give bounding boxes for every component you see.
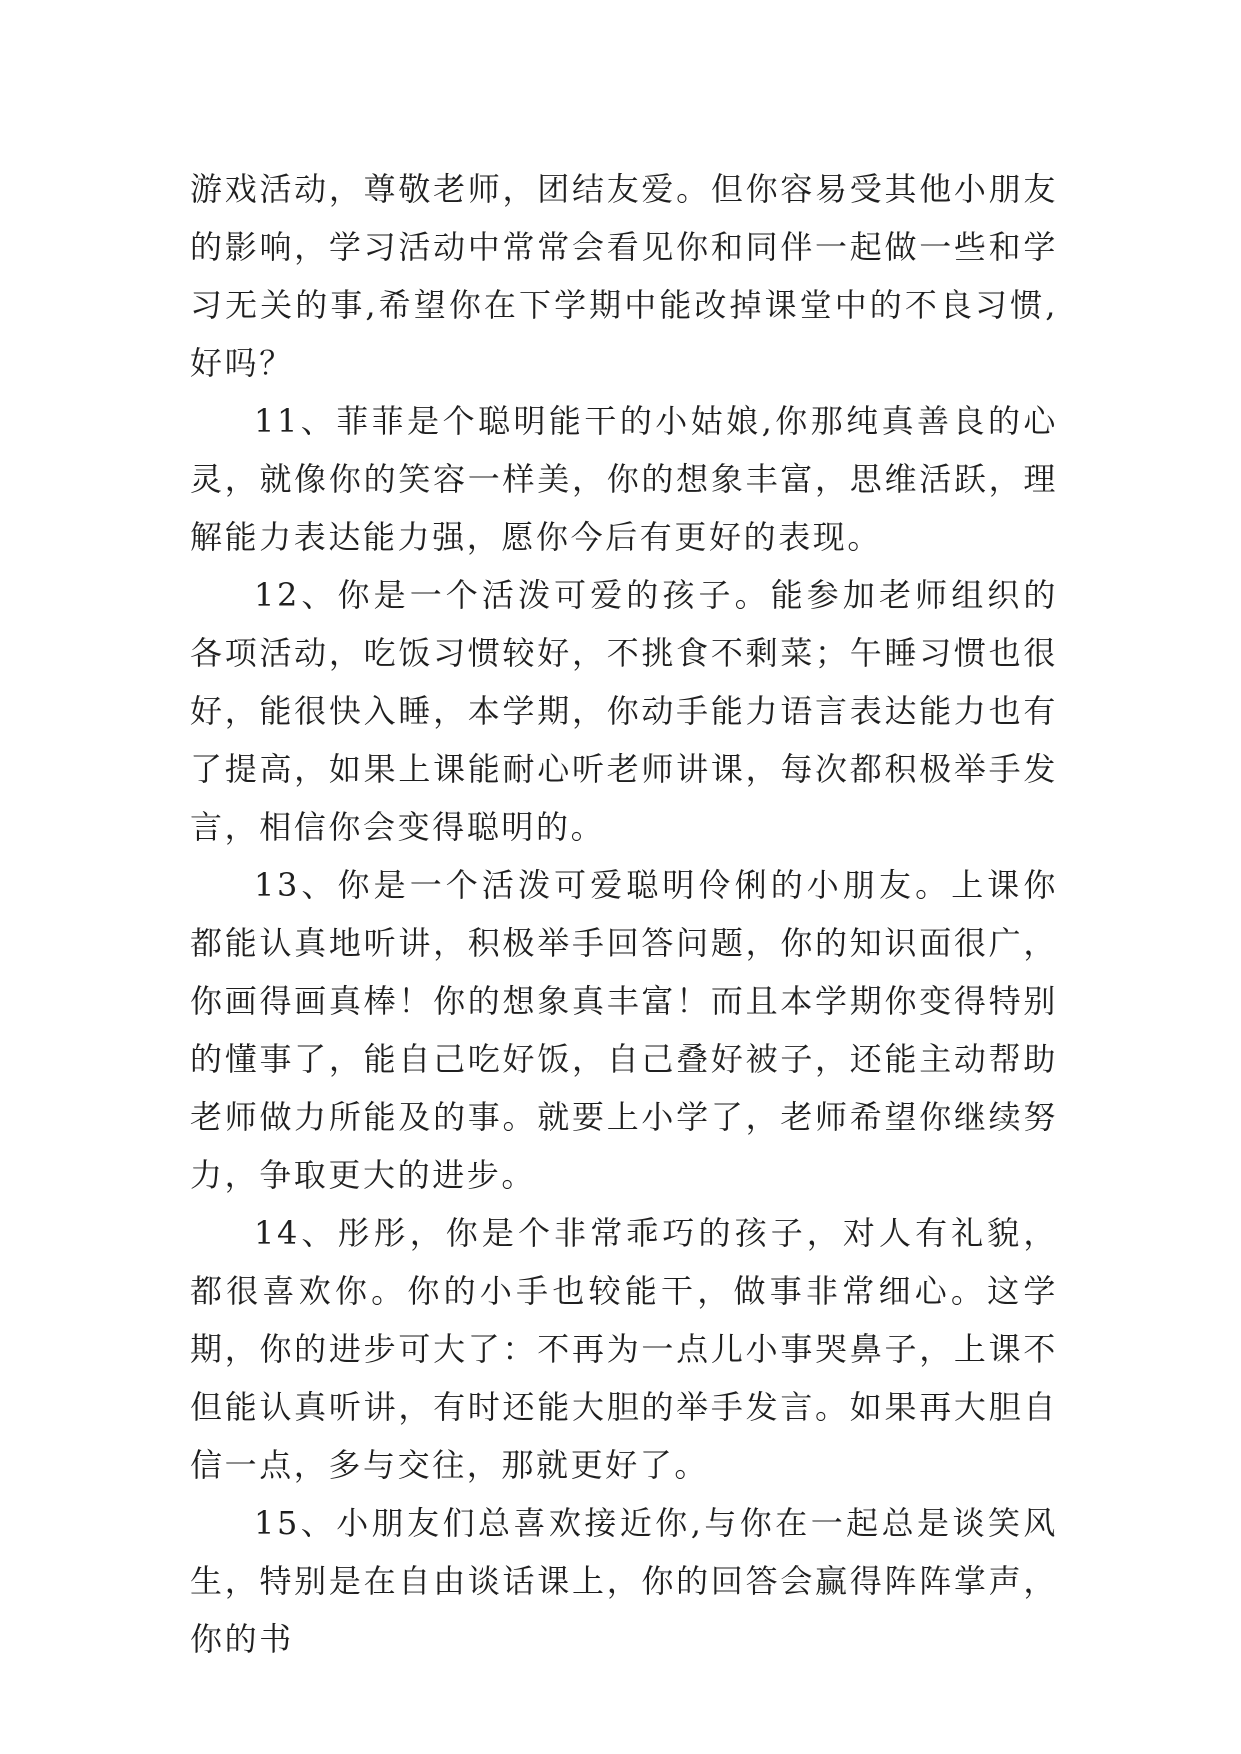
- paragraph-item-13: 13、你是一个活泼可爱聪明伶俐的小朋友。上课你都能认真地听讲，积极举手回答问题，你的知识面很广，你画得画真棒！你的想象真丰富！而且本学期你变得特别的懂事了，能自己吃好饭，自己叠好被子，还能主动帮助老师做力所能及的事。就要上小学了，老师希望你继续努力，争取更大的进步。: [190, 866, 1058, 1194]
- document-body: [190, 160, 1058, 1668]
- paragraph-item-14: 14、彤彤，你是个非常乖巧的孩子，对人有礼貌，都很喜欢你。你的小手也较能干，做事非常细心。这学期，你的进步可大了：不再为一点儿小事哭鼻子，上课不但能认真听讲，有时还能大胆的举手发言。如果再大胆自信一点，多与交往，那就更好了。: [190, 1214, 1058, 1484]
- paragraph-item-15: 15、小朋友们总喜欢接近你,与你在一起总是谈笑风生，特别是在自由谈话课上，你的回答会赢得阵阵掌声，你的书: [190, 1504, 1058, 1658]
- paragraph-item-12: 12、你是一个活泼可爱的孩子。能参加老师组织的各项活动，吃饭习惯较好，不挑食不剩菜；午睡习惯也很好，能很快入睡，本学期，你动手能力语言表达能力也有了提高，如果上课能耐心听老师讲课，每次都积极举手发言，相信你会变得聪明的。: [190, 576, 1058, 846]
- paragraph-continued: 游戏活动，尊敬老师，团结友爱。但你容易受其他小朋友的影响，学习活动中常常会看见你和同伴一起做一些和学习无关的事,希望你在下学期中能改掉课堂中的不良习惯,好吗？: [190, 170, 1058, 382]
- paragraph-item-11: 11、菲菲是个聪明能干的小姑娘,你那纯真善良的心灵，就像你的笑容一样美，你的想象丰富，思维活跃，理解能力表达能力强，愿你今后有更好的表现。: [190, 402, 1058, 556]
